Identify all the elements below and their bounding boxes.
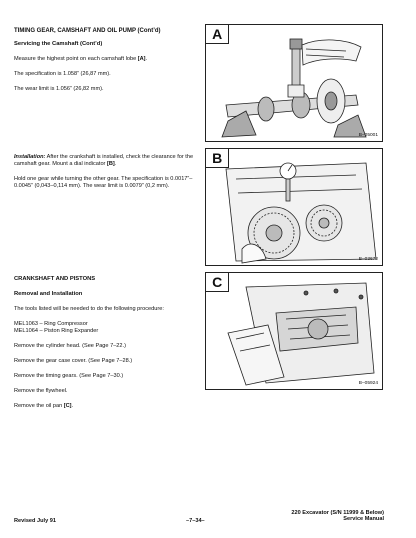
step-item: Remove the flywheel.	[14, 388, 68, 394]
camshaft-measurement-illustration	[206, 25, 383, 142]
section-installation	[14, 154, 200, 198]
figure-label: A	[205, 24, 229, 44]
section-heading: TIMING GEAR, CAMSHAFT AND OIL PUMP (Cont’d)	[14, 28, 161, 34]
step-item: Remove the cylinder head. (See Page 7–22.)	[14, 343, 126, 349]
section-subheading: Servicing the Camshaft (Cont’d)	[14, 41, 103, 47]
oil-pan-removal-illustration	[206, 273, 383, 390]
footer-model: 220 Excavator (S/N 11999 & Below)	[291, 510, 384, 516]
figure-ref-a: [A]	[137, 56, 146, 62]
figure-ref-c: [C]	[63, 403, 72, 409]
figure-code: B–05001	[358, 133, 378, 138]
figure-code: B–03672	[358, 257, 378, 262]
installation-label: Installation:	[14, 154, 46, 160]
clearance-spec-text: Hold one gear while turning the other gear. The specification is 0.0017”–0.0045” (0,043–0,114 mm). The wear limit is 0.0079” (0,2 mm).	[14, 176, 193, 189]
section-crankshaft-pistons	[14, 276, 200, 418]
figure-ref-b: [B]	[106, 161, 115, 167]
section-heading: CRANKSHAFT AND PISTONS	[14, 276, 96, 282]
step-item: Remove the gear case cover. (See Page 7–28.)	[14, 358, 133, 364]
measure-instruction: Measure the highest point on each camshaft lobe [A].	[14, 56, 148, 62]
tools-list	[14, 321, 200, 335]
figure-a	[205, 24, 383, 142]
section-camshaft-service	[14, 28, 200, 101]
figure-code: B–05924	[358, 381, 378, 386]
footer-manual-title	[291, 510, 384, 522]
installation-instruction: Installation: After the crankshaft is installed, check the clearance for the camshaft gear. Mount a dial indicator [B].	[14, 154, 194, 167]
step-item: Remove the timing gears. (See Page 7–30.)	[14, 373, 124, 379]
section-subheading: Removal and Installation	[14, 291, 83, 297]
tool-item: MEL1063 – Ring Compressor	[14, 321, 88, 327]
footer-page-number: –7–34–	[186, 518, 205, 524]
figure-label: B	[205, 148, 229, 168]
specification-text: The specification is 1.058” (26,87 mm).	[14, 71, 111, 77]
tools-intro: The tools listed will be needed to do the following procedure:	[14, 306, 164, 312]
footer-revised-date: Revised July 91	[14, 518, 56, 524]
tool-item: MEL1064 – Piston Ring Expander	[14, 328, 99, 334]
step-item: Remove the oil pan [C].	[14, 403, 74, 409]
footer-manual: Service Manual	[343, 516, 384, 522]
figure-label: C	[205, 272, 229, 292]
wear-limit-text: The wear limit is 1.056” (26,82 mm).	[14, 86, 104, 92]
dial-indicator-gear-illustration	[206, 149, 383, 266]
figure-c	[205, 272, 383, 390]
figure-b	[205, 148, 383, 266]
